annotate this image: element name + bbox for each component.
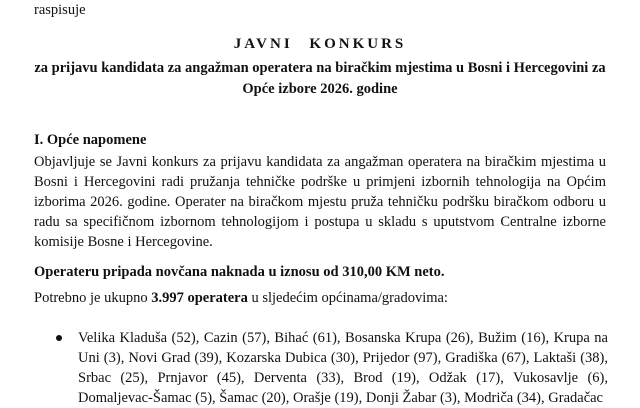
operators-count: 3.997 operatera <box>151 290 248 306</box>
municipality-list-text: Velika Kladuša (52), Cazin (57), Bihać (61), Bosanska Krupa (26), Bužim (16), Krupa na Uni (3), Novi Grad (39), Kozarska Dubica (30), Prijedor (97), Gradiška (67), Laktaši (38), Srbac (25), Prnjavor (45), Derventa (33), Brod (19), Odžak (17), Vukosavlje (6), Domaljevac-Šamac (5), Šamac (20), Orašje (19), Donji Žabar (3), Modriča (34), Gradačac <box>78 330 608 406</box>
list-item <box>56 328 608 408</box>
document-subtitle: za prijavu kandidata za angažman operatera na biračkim mjestima u Bosni i Hercegovini za Opće izbore 2026. godine <box>34 60 606 97</box>
document-title: JAVNI KONKURS <box>233 36 407 52</box>
operators-needed-line <box>34 290 448 307</box>
operators-needed-suffix: u sljedećim općinama/gradovima: <box>247 290 448 306</box>
general-notes-paragraph: Objavljuje se Javni konkurs za prijavu kandidata za angažman operatera na biračkim mjestima u Bosni i Hercegovini radi pružanja tehničke podrške u primjeni izbornih tehnologija na Općim izborima 2026. godine. Operater na biračkom mjestu pruža tehničku podršku biračkom odboru u radu sa specifičnom izbornom tehnologijom i postupa u skladu s uputstvom Centralne izborne komisije Bosne i Hercegovine. <box>34 154 606 250</box>
bullet-icon <box>56 335 62 341</box>
municipality-list <box>56 328 608 408</box>
section-heading: I. Opće napomene <box>34 132 147 148</box>
compensation-line: Operateru pripada novčana naknada u iznosu od 310,00 KM neto. <box>34 264 445 280</box>
intro-text: raspisuje <box>34 2 86 18</box>
operators-needed-prefix: Potrebno je ukupno <box>34 290 152 306</box>
